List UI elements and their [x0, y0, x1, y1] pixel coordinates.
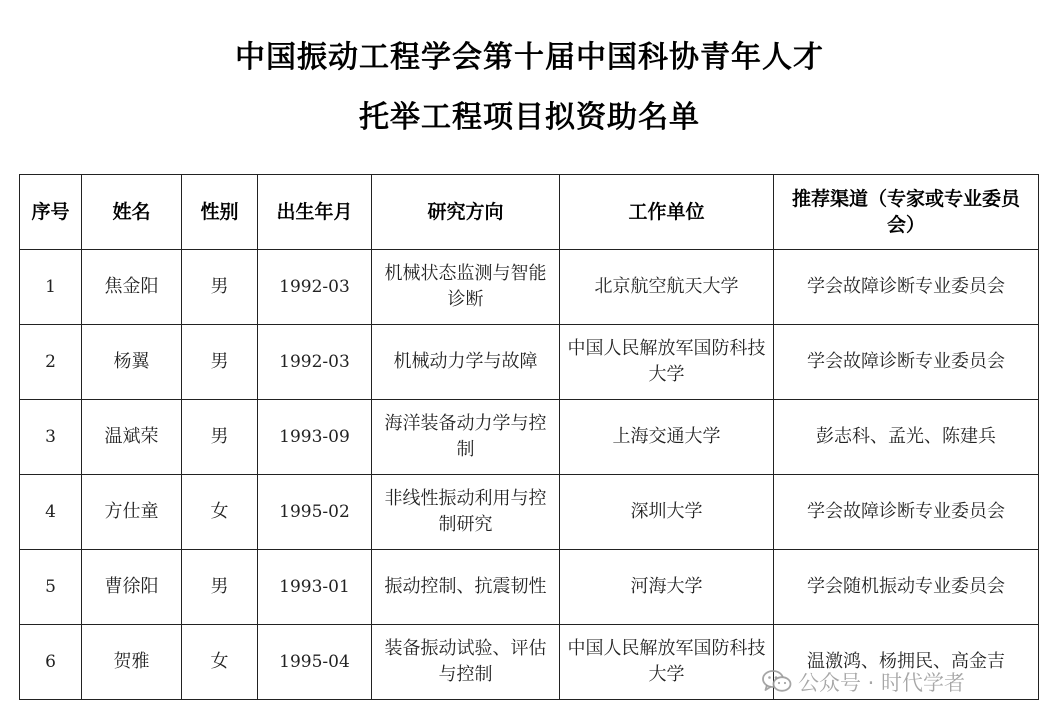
header-affiliation: 工作单位	[560, 175, 774, 250]
cell-affiliation: 上海交通大学	[560, 400, 774, 475]
header-research: 研究方向	[372, 175, 560, 250]
cell-name: 曹徐阳	[82, 550, 182, 625]
cell-gender: 男	[182, 250, 258, 325]
cell-gender: 男	[182, 550, 258, 625]
cell-affiliation: 中国人民解放军国防科技大学	[560, 325, 774, 400]
cell-recommendation: 彭志科、孟光、陈建兵	[774, 400, 1039, 475]
watermark-text: 公众号 · 时代学者	[798, 671, 966, 695]
cell-index: 6	[20, 625, 82, 700]
cell-recommendation: 学会故障诊断专业委员会	[774, 475, 1039, 550]
cell-birth: 1995-04	[258, 625, 372, 700]
cell-recommendation: 学会故障诊断专业委员会	[774, 250, 1039, 325]
table-row	[20, 400, 1039, 475]
cell-name: 焦金阳	[82, 250, 182, 325]
cell-index: 5	[20, 550, 82, 625]
table-row	[20, 475, 1039, 550]
cell-affiliation: 北京航空航天大学	[560, 250, 774, 325]
cell-name: 贺雅	[82, 625, 182, 700]
cell-birth: 1993-01	[258, 550, 372, 625]
cell-name: 方仕童	[82, 475, 182, 550]
cell-index: 4	[20, 475, 82, 550]
table-row	[20, 325, 1039, 400]
cell-index: 3	[20, 400, 82, 475]
cell-research: 装备振动试验、评估与控制	[372, 625, 560, 700]
cell-affiliation: 中国人民解放军国防科技大学	[560, 625, 774, 700]
cell-research: 机械状态监测与智能诊断	[372, 250, 560, 325]
header-birth: 出生年月	[258, 175, 372, 250]
page-title-line-1: 中国振动工程学会第十届中国科协青年人才	[235, 40, 824, 75]
cell-recommendation: 学会随机振动专业委员会	[774, 550, 1039, 625]
cell-affiliation: 深圳大学	[560, 475, 774, 550]
cell-gender: 女	[182, 475, 258, 550]
cell-gender: 女	[182, 625, 258, 700]
table-row	[20, 550, 1039, 625]
header-recommendation: 推荐渠道（专家或专业委员会）	[774, 175, 1039, 250]
cell-birth: 1995-02	[258, 475, 372, 550]
cell-birth: 1993-09	[258, 400, 372, 475]
cell-name: 温斌荣	[82, 400, 182, 475]
header-gender: 性别	[182, 175, 258, 250]
cell-research: 海洋装备动力学与控制	[372, 400, 560, 475]
table-header-row	[20, 175, 1039, 250]
header-name: 姓名	[82, 175, 182, 250]
cell-name: 杨翼	[82, 325, 182, 400]
header-index: 序号	[20, 175, 82, 250]
cell-research: 振动控制、抗震韧性	[372, 550, 560, 625]
page-title-line-2: 托举工程项目拟资助名单	[359, 100, 700, 135]
cell-research: 机械动力学与故障	[372, 325, 560, 400]
table-row	[20, 625, 1039, 700]
funding-list-table	[19, 174, 1039, 700]
cell-index: 2	[20, 325, 82, 400]
cell-gender: 男	[182, 325, 258, 400]
cell-research: 非线性振动利用与控制研究	[372, 475, 560, 550]
cell-birth: 1992-03	[258, 250, 372, 325]
cell-recommendation: 学会故障诊断专业委员会	[774, 325, 1039, 400]
cell-affiliation: 河海大学	[560, 550, 774, 625]
cell-index: 1	[20, 250, 82, 325]
cell-gender: 男	[182, 400, 258, 475]
table-row	[20, 250, 1039, 325]
cell-recommendation: 温激鸿、杨拥民、高金吉	[774, 625, 1039, 700]
cell-birth: 1992-03	[258, 325, 372, 400]
